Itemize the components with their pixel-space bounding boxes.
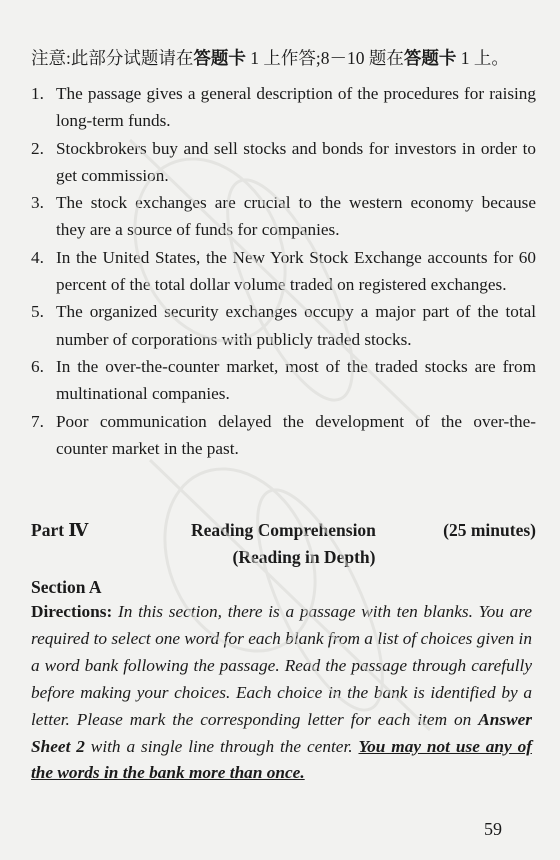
- statement-text: Poor communication delayed the development of the over-the-counter market in the past.: [56, 411, 536, 458]
- statement-item: [31, 298, 536, 353]
- statement-number: 6.: [31, 356, 44, 376]
- section-heading: Section A: [31, 577, 102, 597]
- statement-item: [31, 353, 536, 408]
- part-title: Reading Comprehension: [191, 520, 376, 540]
- statement-text: In the over-the-counter market, most of the traded stocks are from multinational companies.: [56, 356, 536, 404]
- part-label: Part Ⅳ: [31, 520, 89, 540]
- statement-number: 4.: [31, 247, 44, 267]
- statement-text: In the United States, the New York Stock Exchange accounts for 60 percent of the total dollar volume traded on registered exchanges.: [56, 247, 536, 295]
- statement-text: The organized security exchanges occupy a major part of the total number of corporations with publicly traded stocks.: [56, 302, 536, 349]
- directions-paragraph: [31, 599, 532, 787]
- part-time: (25 minutes): [443, 520, 536, 540]
- directions-label: Directions:: [31, 602, 113, 621]
- note-mid: 1 上作答;8－10 题在: [245, 48, 404, 68]
- part-subtitle-text: (Reading in Depth): [232, 547, 376, 567]
- note-prefix: 注意:此部分试题请在: [31, 48, 194, 68]
- statement-text: The stock exchanges are crucial to the western economy because they are a source of funds for companies.: [56, 193, 536, 240]
- instruction-note: [31, 46, 541, 70]
- statement-item: [31, 135, 536, 190]
- statement-item: [31, 244, 536, 299]
- statement-text: The passage gives a general description of the procedures for raising long-term funds.: [56, 84, 536, 131]
- statement-number: 1.: [31, 84, 44, 103]
- statement-list: [31, 80, 536, 462]
- statement-number: 5.: [31, 302, 44, 322]
- statement-item: [31, 408, 536, 463]
- statement-item: [31, 80, 536, 135]
- statement-number: 3.: [31, 193, 44, 213]
- directions-underlined-rule: You may not use any of the words in the bank more than once.: [31, 736, 532, 783]
- note-answer-sheet-2: 答题卡: [403, 48, 457, 68]
- statement-item: [31, 189, 536, 244]
- note-answer-sheet-1: 答题卡: [193, 48, 246, 68]
- part-subtitle: [0, 545, 560, 569]
- directions-text-1: In this section, there is a passage with ten blanks. You are required to select one word for each blank from a list of choices given in a word bank following the passage. Read the passage through carefully before making your choices. Each choice in the bank is identified by a letter. Please mark the corresponding letter for each item on: [31, 602, 532, 729]
- statement-number: 2.: [31, 138, 44, 158]
- note-suffix: 1 上。: [456, 48, 509, 68]
- page-number: 59: [484, 819, 502, 839]
- statement-text: Stockbrokers buy and sell stocks and bonds for investors in order to get commission.: [56, 138, 536, 185]
- directions-answer-sheet: Answer Sheet 2: [31, 709, 532, 756]
- directions-text-2: with a single line through the center.: [84, 736, 359, 756]
- statement-number: 7.: [31, 411, 44, 431]
